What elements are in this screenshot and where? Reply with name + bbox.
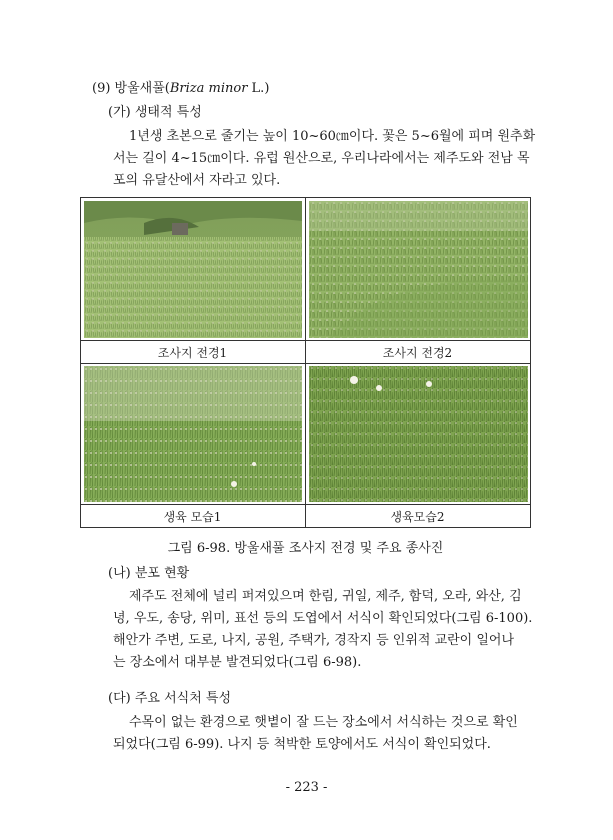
paragraph-line: 수목이 없는 환경으로 햇볕이 잘 드는 장소에서 서식하는 것으로 확인 — [129, 715, 518, 730]
photo-site-view-2 — [309, 201, 528, 338]
paragraph-line: 는 장소에서 대부분 발견되었다(그림 6-98). — [113, 655, 362, 670]
subsection-c-title: (다) 주요 서식처 특성 — [108, 691, 232, 706]
subsection-b-title: (나) 분포 현황 — [108, 566, 190, 581]
photo-table — [80, 197, 531, 528]
paragraph-line: 1년생 초본으로 줄기는 높이 10~60㎝이다. 꽃은 5~6월에 피며 원추화 — [129, 129, 536, 144]
photo-growth-2 — [309, 366, 528, 502]
figure-caption: 그림 6-98. 방울새풀 조사지 전경 및 주요 종사진 — [167, 541, 444, 556]
paragraph-line: 되었다(그림 6-99). 나지 등 척박한 토양에서도 서식이 확인되었다. — [113, 737, 491, 752]
paragraph-line: 제주도 전체에 널리 퍼져있으며 한림, 귀일, 제주, 함덕, 오라, 와산, 김 — [129, 589, 522, 604]
photo-caption: 조사지 전경1 — [157, 346, 228, 360]
paragraph-line: 녕, 우도, 송당, 위미, 표선 등의 도엽에서 서식이 확인되었다(그림 6-100). — [113, 611, 533, 626]
paragraph-line: 해안가 주변, 도로, 나지, 공원, 주택가, 경작지 등 인위적 교란이 일어나 — [113, 633, 515, 648]
photo-caption: 생육 모습1 — [163, 510, 222, 524]
latin-name: Briza minor — [169, 81, 248, 96]
paragraph-line: 서는 길이 4~15㎝이다. 유럽 원산으로, 우리나라에서는 제주도와 전남 목 — [113, 151, 530, 166]
photo-growth-1 — [84, 366, 302, 502]
photo-site-view-1 — [84, 201, 302, 338]
section-heading: (9) 방울새풀(Briza minor L.) — [92, 81, 270, 96]
subsection-a-title: (가) 생태적 특성 — [108, 105, 202, 120]
photo-caption: 생육모습2 — [390, 510, 445, 524]
page-number: - 223 - — [285, 780, 328, 795]
paragraph-line: 포의 유달산에서 자라고 있다. — [113, 173, 281, 188]
photo-caption: 조사지 전경2 — [382, 346, 453, 360]
